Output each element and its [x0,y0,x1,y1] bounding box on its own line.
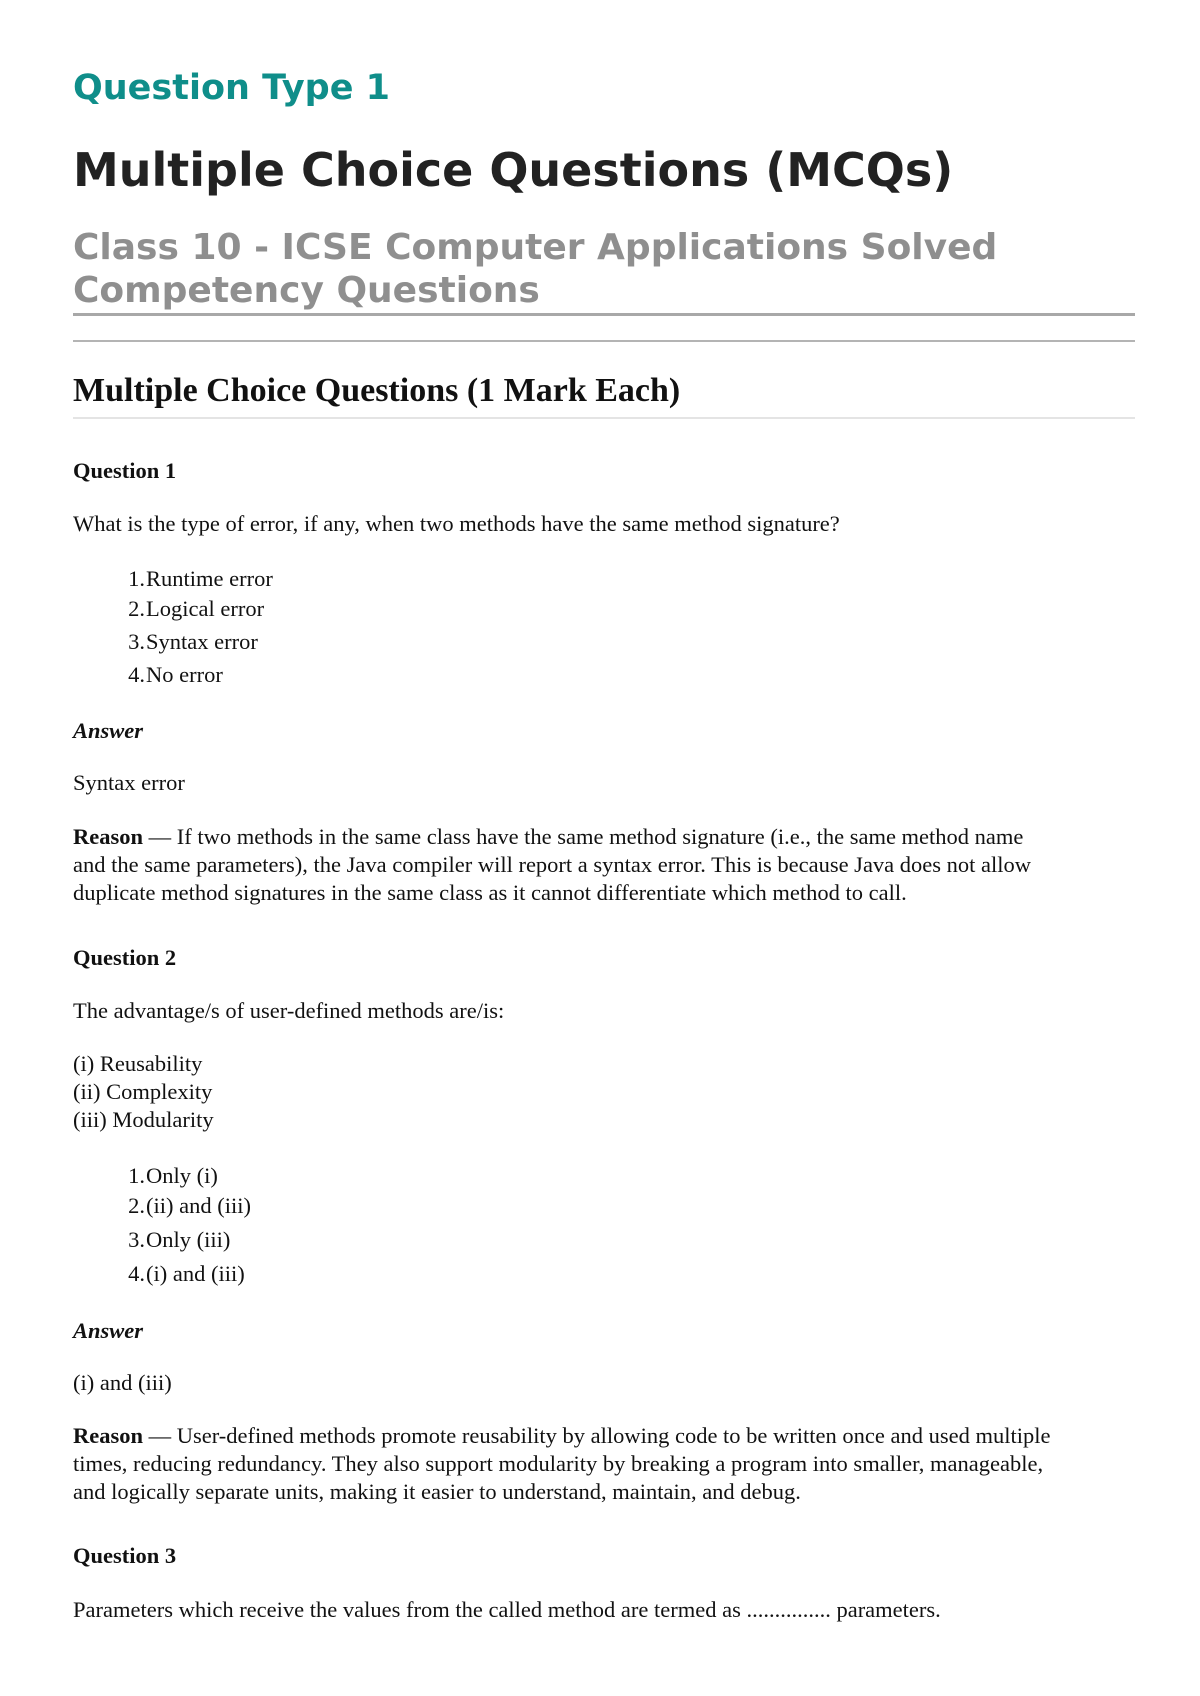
reason-label: Reason [73,1423,144,1448]
answer-text: (i) and (iii) [73,1370,172,1395]
option-number: 3. [128,1227,145,1252]
option-number: 3. [128,629,145,654]
advantage-item: (iii) Modularity [73,1107,214,1132]
option-text: (i) and (iii) [146,1261,245,1286]
advantage-item: (ii) Complexity [73,1079,213,1104]
option-item [73,629,258,655]
question-text: What is the type of error, if any, when two methods have the same method signature? [73,511,840,536]
section-title: Multiple Choice Questions (1 Mark Each) [73,372,681,409]
question-text: The advantage/s of user-defined methods are/is: [73,998,505,1023]
option-text: Runtime error [146,566,273,591]
option-text: Logical error [146,596,265,621]
option-item [73,662,223,688]
option-number: 2. [128,1193,145,1218]
advantage-item: (i) Reusability [73,1051,203,1076]
option-item [73,1193,251,1219]
reason-paragraph [73,1422,1135,1506]
advantage-list [73,1050,1135,1134]
subtitle-line-2: Competency Questions [73,270,540,311]
option-text: No error [146,662,223,687]
option-text: Only (iii) [146,1227,231,1252]
reason-line: and logically separate units, making it easier to understand, maintain, and debug. [73,1479,801,1504]
option-number: 4. [128,662,145,687]
reason-text: — If two methods in the same class have the same method signature (i.e., the same method name [143,824,1024,849]
option-text: Syntax error [146,629,258,654]
option-number: 2. [128,596,145,621]
page-subtitle [73,226,1135,312]
reason-line [73,823,1135,851]
reason-line: times, reducing redundancy. They also support modularity by breaking a program into smaller, manageable, [73,1451,1044,1476]
reason-text: — User-defined methods promote reusability by allowing code to be written once and used multiple [143,1423,1051,1448]
answer-text: Syntax error [73,770,185,795]
question-text: Parameters which receive the values from the called method are termed as ............... parameters. [73,1597,941,1622]
option-item [73,1261,245,1287]
option-number: 1. [128,1163,145,1188]
question-heading: Question 2 [73,945,177,970]
reason-line [73,1422,1135,1450]
divider [73,340,1135,342]
question-type-heading: Question Type 1 [73,68,390,108]
option-item [73,566,273,592]
option-item [73,1163,218,1189]
answer-label: Answer [73,1318,144,1343]
option-item [73,596,265,622]
page-title: Multiple Choice Questions (MCQs) [73,143,954,197]
question-heading: Question 3 [73,1543,177,1568]
option-text: Only (i) [146,1163,218,1188]
reason-paragraph [73,823,1135,907]
reason-line: duplicate method signatures in the same class as it cannot differentiate which method to call. [73,880,907,905]
option-item [73,1227,231,1253]
option-text: (ii) and (iii) [146,1193,251,1218]
question-heading: Question 1 [73,458,177,483]
answer-label: Answer [73,718,144,743]
subtitle-line-1: Class 10 - ICSE Computer Applications Solved [73,227,998,268]
reason-label: Reason [73,824,144,849]
option-number: 4. [128,1261,145,1286]
divider [73,417,1135,419]
reason-line: and the same parameters), the Java compiler will report a syntax error. This is because Java does not allow [73,852,1032,877]
divider [73,313,1135,316]
option-number: 1. [128,566,145,591]
